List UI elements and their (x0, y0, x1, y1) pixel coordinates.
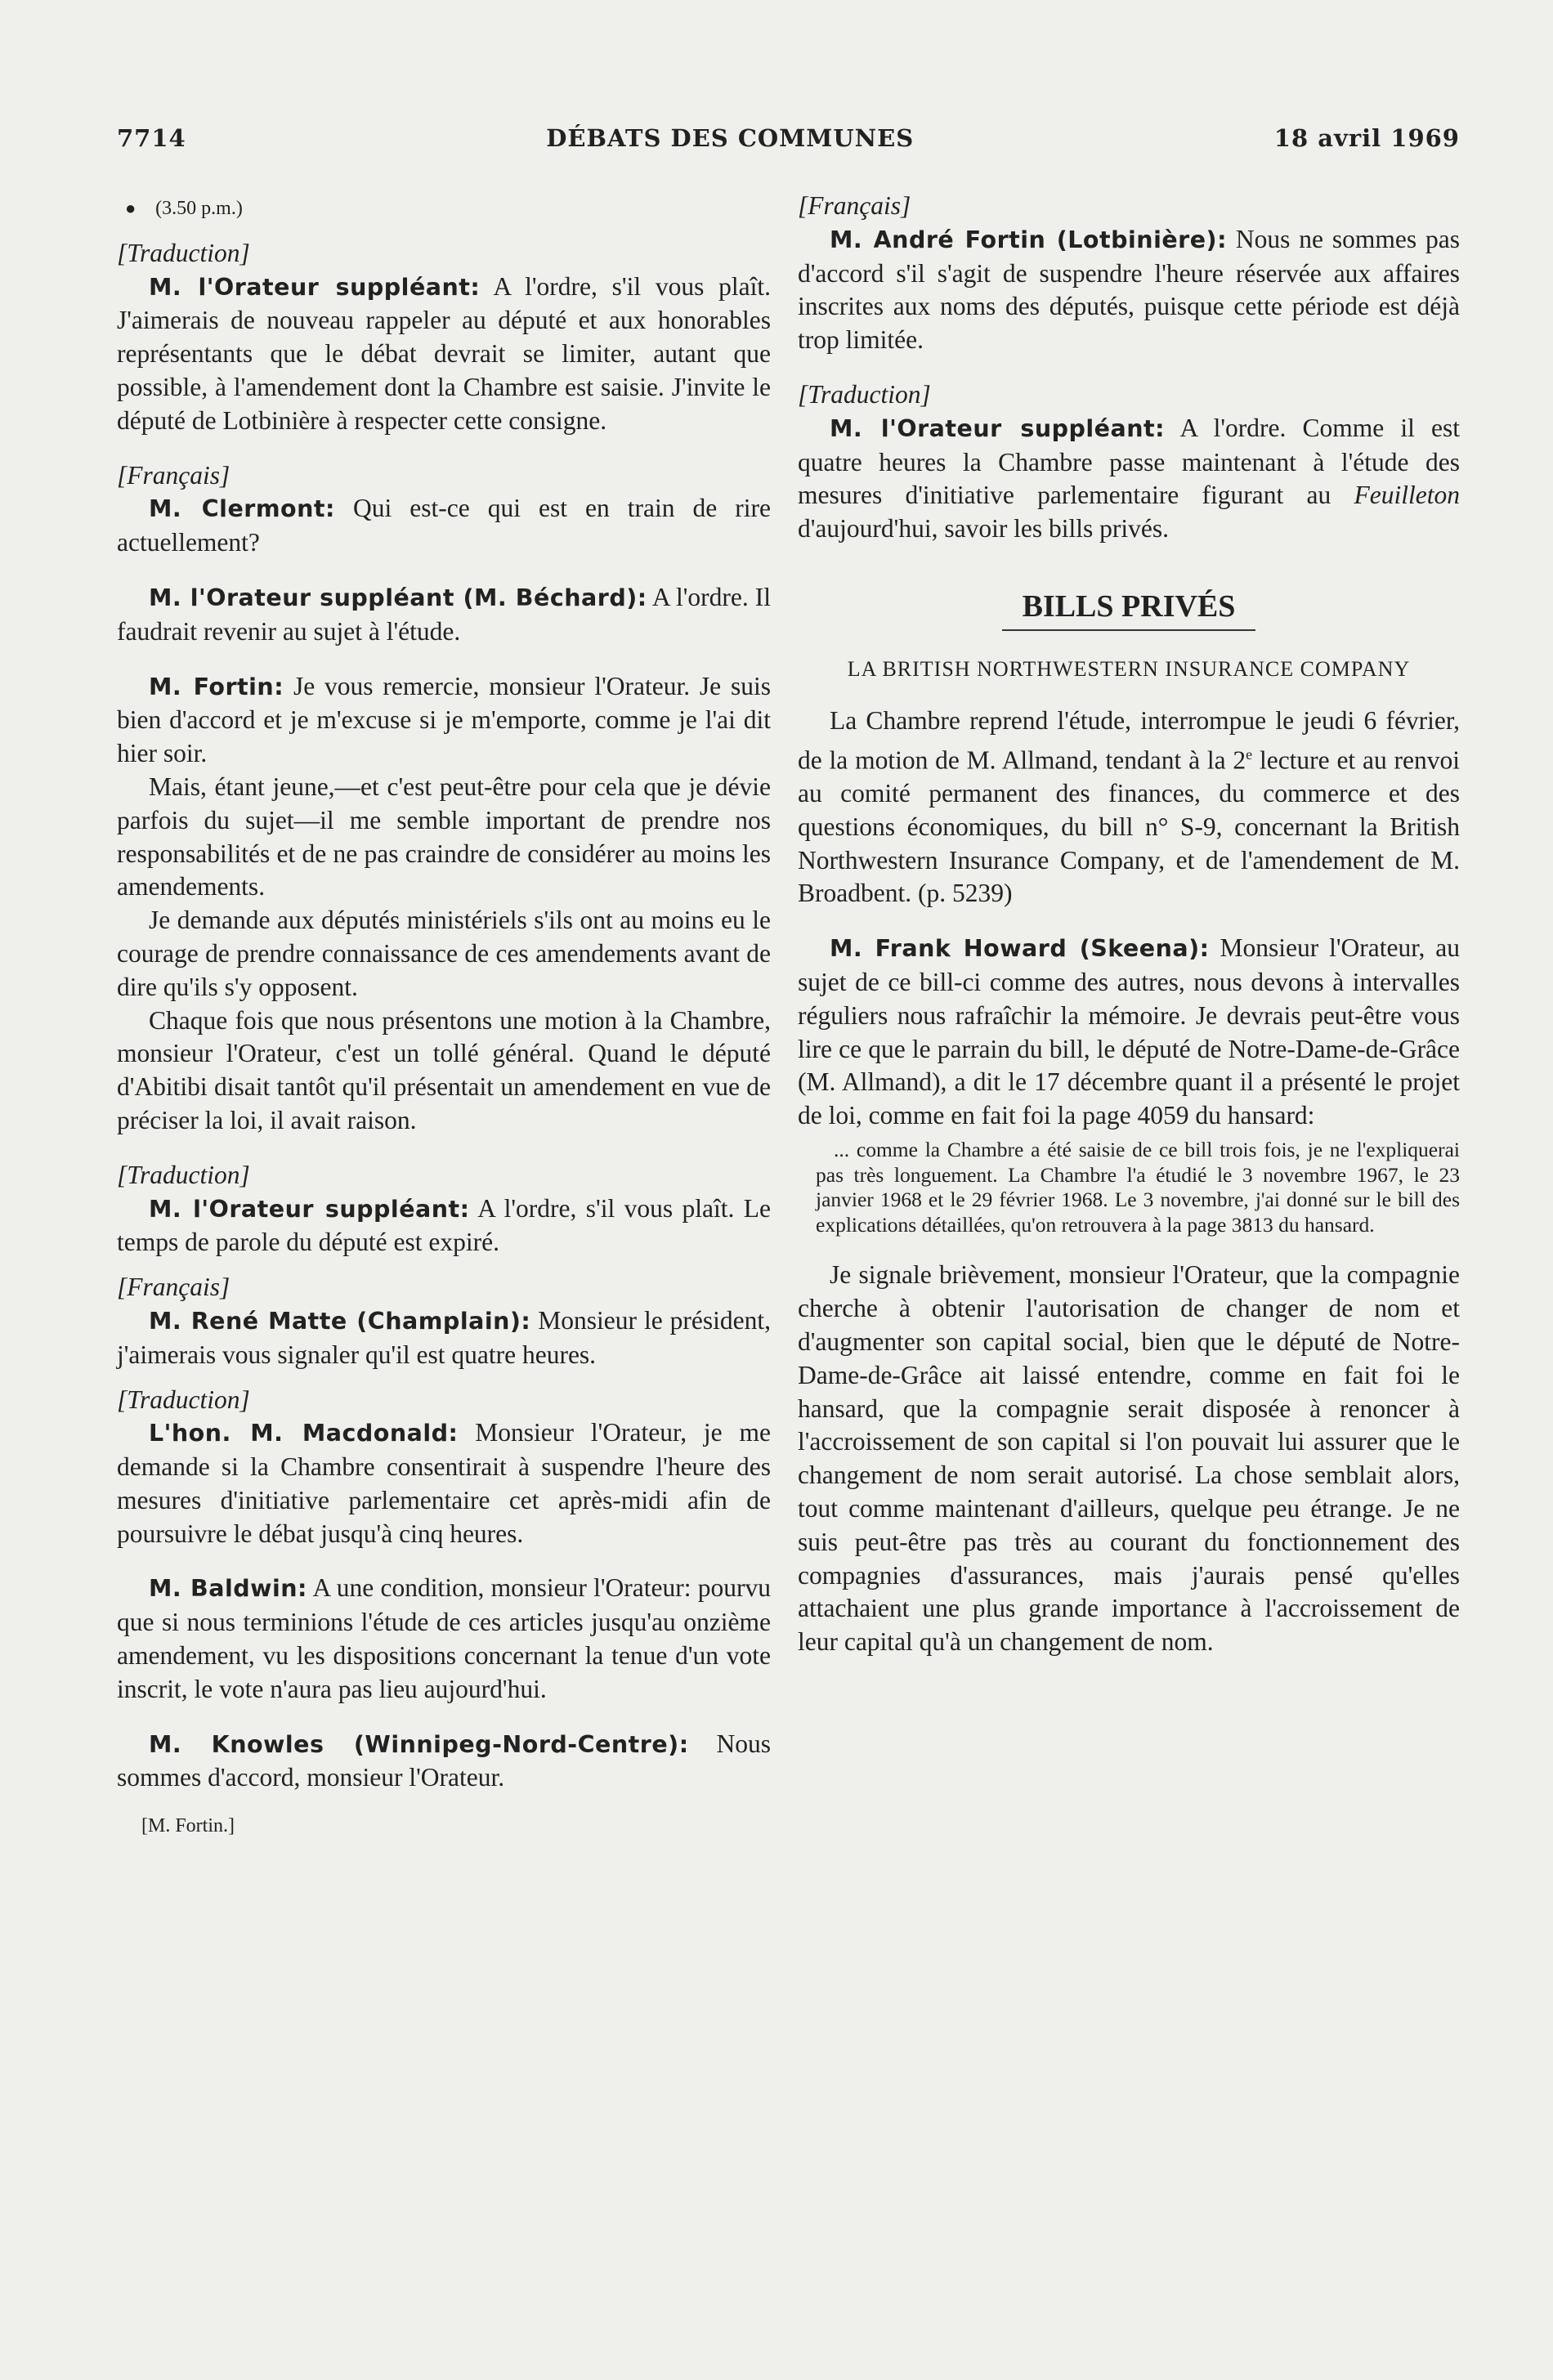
proceedings-paragraph (798, 705, 1460, 910)
speaker-name: M. l'Orateur suppléant (M. Béchard): (149, 584, 647, 611)
speaker-name: M. André Fortin (Lotbinière): (830, 226, 1227, 253)
language-tag: [Traduction] (117, 1160, 250, 1189)
speech-paragraph: Je demande aux députés ministériels s'ils ont au moins eu le courage de prendre connaissance de ces amendements avant de dire qu'ils s'y opposent. (117, 906, 771, 1001)
page-date: 18 avril 1969 (1273, 124, 1460, 152)
speech-paragraph (117, 1572, 771, 1706)
speech-text: Nous ne sommes pas d'accord s'il s'agit de suspendre l'heure réservée aux affaires inscrites aux noms des députés, puisque cette période est déjà trop limitée. (798, 224, 1460, 355)
speaker-name: M. l'Orateur suppléant: (149, 273, 481, 301)
bullet-icon: ● (125, 198, 137, 218)
speaker-name: M. René Matte (Champlain): (149, 1307, 531, 1335)
speaker-name: M. Fortin: (149, 673, 284, 700)
italic-text: Feuilleton (1354, 481, 1460, 510)
speech-text: A l'ordre. Comme il est quatre heures la Chambre passe maintenant à l'étude des mesures d'initiative parlementaire figurant au (798, 413, 1460, 510)
speech-text: A l'ordre. Il faudrait revenir au sujet à l'étude. (117, 582, 771, 646)
page-title: DÉBATS DES COMMUNES (546, 124, 915, 152)
speech-text: A l'ordre, s'il vous plaît. Le temps de parole du député est expiré. (117, 1193, 771, 1257)
time-stamp: (3.50 p.m.) (155, 198, 243, 219)
language-tag: [Français] (798, 191, 911, 220)
language-tag: [Traduction] (798, 379, 931, 409)
speaker-name: M. Knowles (Winnipeg-Nord-Centre): (149, 1730, 689, 1758)
speech-paragraph (798, 223, 1460, 357)
language-tag: [Français] (117, 1273, 230, 1302)
speech-paragraph (117, 492, 771, 560)
section-title: BILLS PRIVÉS (1002, 587, 1255, 631)
speech-text: Monsieur l'Orateur, au sujet de ce bill-ci comme des autres, nous devons à intervalles réguliers nous rafraîchir la mémoire. Je devrais peut-être vous lire ce que le parrain du bill, le député de Notre-Dame-de-Grâce (M. Allmand), a dit le 17 décembre quant il a présenté le projet de loi, comme en fait foi la page 4059 du hansard: (798, 933, 1460, 1130)
speech-paragraph (798, 412, 1460, 546)
speaker-name: M. Clermont: (149, 495, 335, 523)
speech-text: Qui est-ce qui est en train de rire actuellement? (117, 494, 771, 557)
speech-paragraph (117, 670, 771, 771)
speech-text: Monsieur le président, j'aimerais vous signaler qu'il est quatre heures. (117, 1305, 771, 1369)
quote-text: ... comme la Chambre a été saisie de ce bill trois fois, je ne l'expliquerai pas très longuement. La Chambre l'a étudié le 3 novembre 1967, le 23 janvier 1968 et le 29 février 1968. Le 3 novembre, j'ai donné sur le bill des explications détaillées, qu'on retrouvera à la page 3813 du hansard. (816, 1138, 1460, 1237)
speech-paragraph: Je signale brièvement, monsieur l'Orateur, que la compagnie cherche à obtenir l'autorisation de changer de nom et d'augmenter son capital social, bien que le député de Notre-Dame-de-Grâce ait laissé entendre, comme en fait foi le hansard, que la compagnie serait disposée à renoncer à l'accroissement de son capital si l'on pouvait lui assurer que le changement de nom serait autorisé. La chose semblait alors, tout comme maintenant d'ailleurs, quelque peu étrange. Je ne suis peut-être pas très au courant du fonctionnement des compagnies d'assurances, mais j'aurais pensé qu'elles attachaient une plus grande importance à l'accroissement de leur capital qu'à un changement de nom. (798, 1260, 1460, 1657)
speech-paragraph: Mais, étant jeune,—et c'est peut-être pour cela que je dévie parfois du sujet—il me semble important de prendre nos responsabilités et de ne pas craindre de considérer au moins les amendements. (117, 772, 771, 901)
left-column (117, 190, 771, 1843)
time-marker (125, 190, 771, 226)
speech-paragraph: Chaque fois que nous présentons une motion à la Chambre, monsieur l'Orateur, c'est un tollé général. Quand le député d'Abitibi disait tantôt qu'il présentait un amendement en vue de préciser la loi, il avait raison. (117, 1005, 771, 1134)
footer-reference: [M. Fortin.] (141, 1815, 235, 1837)
speaker-name: L'hon. M. Macdonald: (149, 1420, 459, 1447)
speech-paragraph (117, 1416, 771, 1550)
language-tag: [Traduction] (117, 238, 250, 267)
speech-paragraph (117, 1728, 771, 1796)
speech-paragraph (117, 581, 771, 649)
proceedings-text: lecture et au renvoi au comité permanent des finances, du commerce et des questions économiques, du bill n° S-9, concernant la British Northwestern Insurance Company, et de l'amendement de M. Broadbent. (p. 5239) (798, 745, 1461, 908)
page-number: 7714 (117, 124, 186, 152)
speech-paragraph (117, 1304, 771, 1372)
superscript: e (1246, 745, 1253, 763)
page-header (117, 124, 1460, 165)
speech-paragraph (117, 1192, 771, 1260)
speaker-name: M. Frank Howard (Skeena): (830, 935, 1210, 963)
language-tag: [Français] (117, 460, 230, 490)
speech-text: Je vous remercie, monsieur l'Orateur. Je suis bien d'accord et je m'excuse si je m'emporte, comme je l'ai dit hier soir. (117, 671, 772, 768)
speaker-name: M. l'Orateur suppléant: (149, 1195, 470, 1223)
right-column (798, 190, 1460, 1659)
proceedings-text: La Chambre reprend l'étude, interrompue le jeudi 6 février, de la motion de M. Allmand, tendant à la 2 (798, 705, 1460, 775)
speech-text: Nous sommes d'accord, monsieur l'Orateur. (117, 1729, 771, 1792)
block-quote (816, 1138, 1460, 1237)
language-tag: [Traduction] (117, 1385, 250, 1414)
speech-text: d'aujourd'hui, savoir les bills privés. (798, 514, 1170, 544)
speaker-name: M. l'Orateur suppléant: (830, 414, 1166, 442)
speaker-name: M. Baldwin: (149, 1575, 307, 1603)
speech-text: A une condition, monsieur l'Orateur: pourvu que si nous terminions l'étude de ces articles jusqu'au onzième amendement, vu les dispositions concernant la tenue d'un vote inscrit, le vote n'aura pas lieu aujourd'hui. (117, 1573, 771, 1703)
speech-paragraph (798, 932, 1460, 1133)
speech-paragraph (117, 271, 771, 438)
speech-text: A l'ordre, s'il vous plaît. J'aimerais de nouveau rappeler au député et aux honorables représentants que le débat devrait se limiter, autant que possible, à l'amendement dont la Chambre est saisie. J'invite le député de Lotbinière à respecter cette consigne. (117, 271, 771, 435)
speech-text: Monsieur l'Orateur, je me demande si la Chambre consentirait à suspendre l'heure des mesures d'initiative parlementaire cet après-midi afin de poursuivre le débat jusqu'à cinq heures. (117, 1418, 771, 1548)
section-subtitle: LA BRITISH NORTHWESTERN INSURANCE COMPANY (847, 656, 1411, 681)
